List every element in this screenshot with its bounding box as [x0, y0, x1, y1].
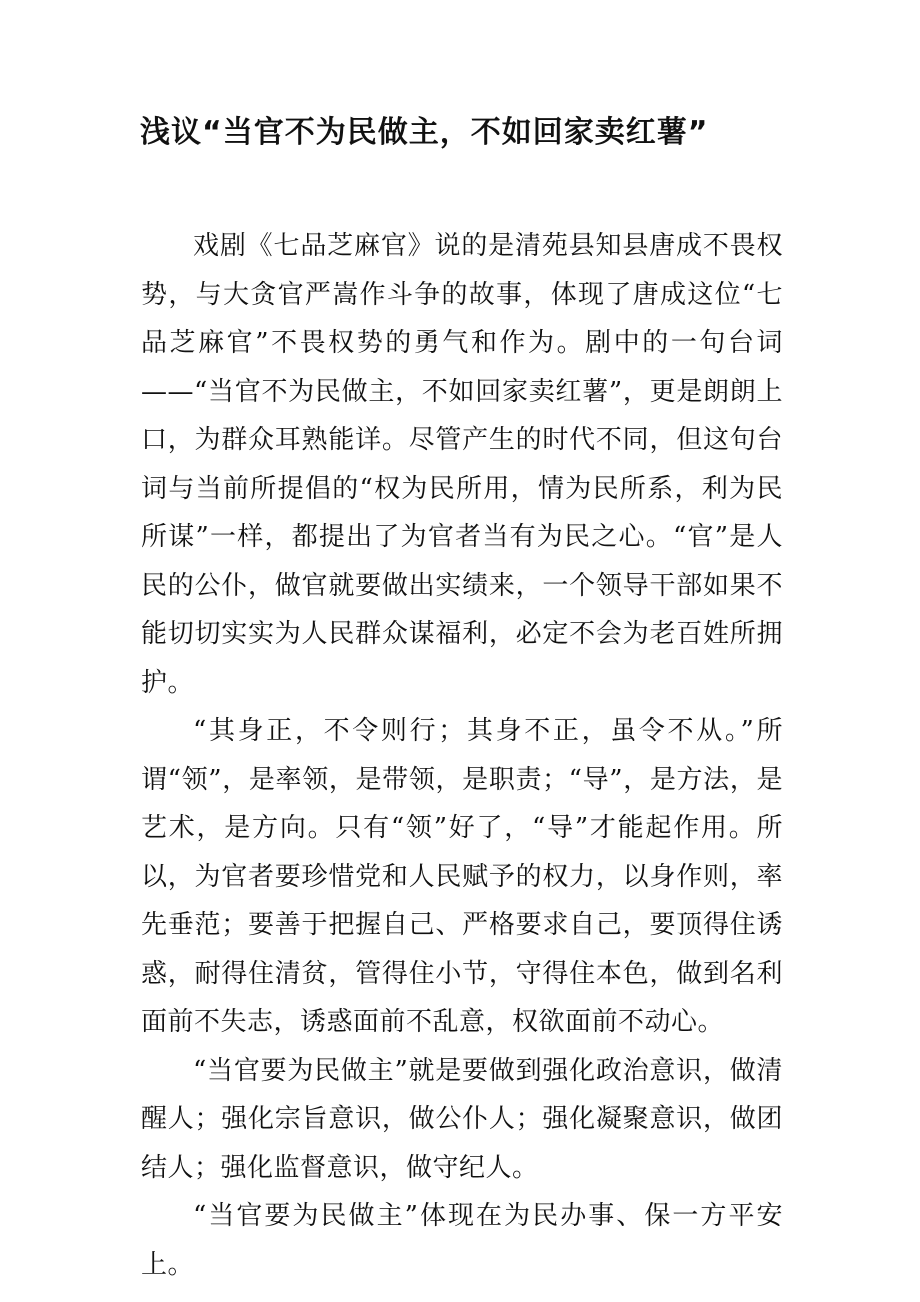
paragraph-2: “其身正，不令则行；其身不正，虽令不从。”所谓“领”，是率领，是带领，是职责；“导”，是方法，是艺术，是方向。只有“领”好了，“导”才能起作用。所以，为官者要珍惜党和人民赋予的权力，以身作则，率先垂范；要善于把握自己、严格要求自己，要顶得住诱惑，耐得住清贫，管得住小节，守得住本色，做到名利面前不失志，诱惑面前不乱意，权欲面前不动心。 [141, 716, 783, 1037]
document-title: 浅议“当官不为民做主，不如回家卖红薯” [140, 115, 709, 150]
paragraph-4: “当官要为民做主”体现在为民办事、保一方平安上。 [141, 1201, 783, 1280]
paragraph-1: 戏剧《七品芝麻官》说的是清苑县知县唐成不畏权势，与大贪官严嵩作斗争的故事，体现了唐成这位“七品芝麻官”不畏权势的勇气和作为。剧中的一句台词——“当官不为民做主，不如回家卖红薯”，更是朗朗上口，为群众耳熟能详。尽管产生的时代不同，但这句台词与当前所提倡的“权为民所用，情为民所系，利为民所谋”一样，都提出了为官者当有为民之心。“官”是人民的公仆，做官就要做出实绩来，一个领导干部如果不能切切实实为人民群众谋福利，必定不会为老百姓所拥护。 [141, 231, 783, 698]
paragraph-3: “当官要为民做主”就是要做到强化政治意识，做清醒人；强化宗旨意识，做公仆人；强化凝聚意识，做团结人；强化监督意识，做守纪人。 [141, 1055, 783, 1183]
document-body [141, 222, 783, 1289]
